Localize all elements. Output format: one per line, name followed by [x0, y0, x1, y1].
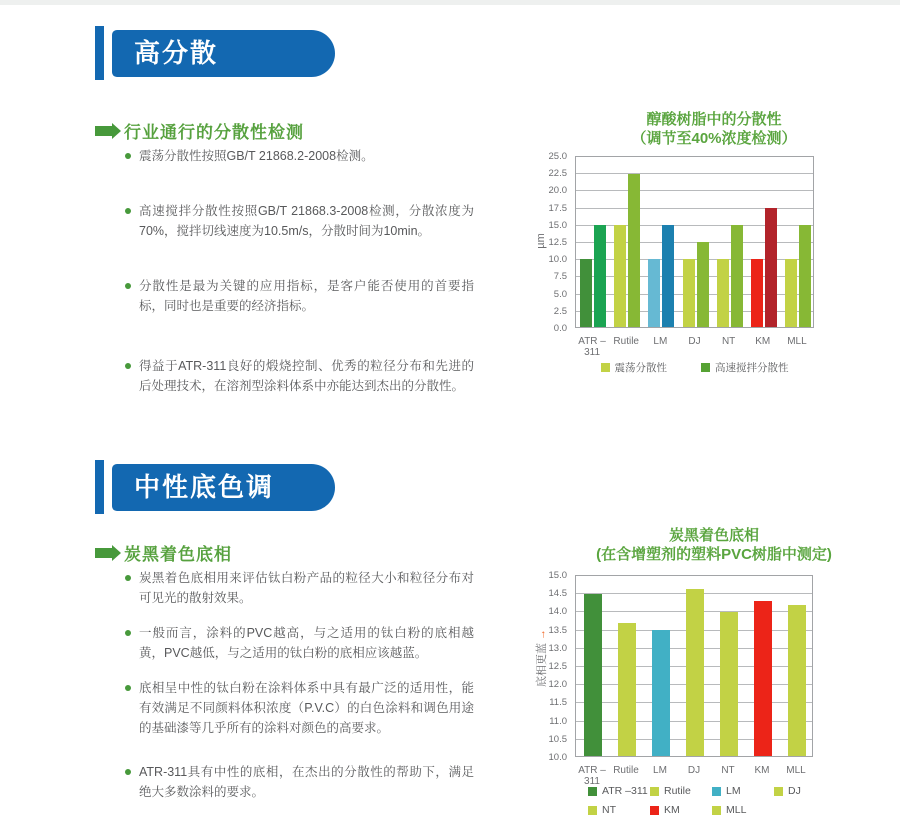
bar	[731, 225, 743, 327]
legend-item	[712, 804, 774, 816]
gridline	[576, 311, 813, 312]
chart-body	[535, 570, 865, 835]
y-axis-label: 底相更蓝 →	[536, 628, 548, 687]
x-tick-label: DJ	[688, 336, 701, 347]
chart-undertone	[535, 526, 865, 835]
section1-bullet-list	[124, 146, 474, 431]
legend-item	[601, 360, 668, 375]
legend-swatch	[701, 363, 710, 372]
y-tick-label: 7.5	[553, 271, 567, 283]
x-tick-label: Rutile	[613, 765, 639, 776]
bar	[720, 612, 738, 756]
y-tick-label: 25.0	[548, 151, 567, 162]
legend-item	[650, 804, 712, 816]
y-tick-label: 12.0	[548, 679, 567, 691]
bar	[580, 259, 592, 327]
legend-label: LM	[726, 785, 741, 797]
x-tick-label: NT	[721, 765, 735, 776]
legend-swatch	[588, 787, 597, 796]
gridline	[576, 173, 813, 174]
bar	[754, 601, 772, 756]
bar	[751, 259, 763, 327]
y-axis-label: µm	[535, 233, 547, 249]
legend-label: 高速搅拌分散性	[715, 362, 789, 374]
bar	[594, 225, 606, 327]
y-tick-label: 14.0	[548, 606, 567, 618]
x-tick-label: MLL	[786, 765, 806, 776]
chart-title: 醇酸树脂中的分散性	[646, 111, 782, 128]
bar	[683, 259, 695, 327]
section1-banner	[112, 30, 335, 77]
legend-swatch	[588, 806, 597, 815]
x-tick-label: KM	[755, 336, 771, 347]
legend-swatch	[712, 806, 721, 815]
plot-area	[575, 575, 813, 757]
x-tick-label: KM	[754, 765, 770, 776]
legend-item	[712, 785, 774, 797]
bar	[788, 605, 806, 756]
section2-bullet-list	[124, 568, 474, 817]
chart-subtitle: （调节至40%浓度检测）	[631, 130, 797, 147]
y-tick-label: 12.5	[548, 661, 567, 672]
bar	[662, 225, 674, 327]
bullet-item: 分散性是最为关键的应用指标，是客户能否使用的首要指标，同时也是重要的经济指标。	[124, 276, 474, 316]
chart-body	[535, 151, 865, 406]
bullet-item: 得益于ATR-311良好的煅烧控制、优秀的粒径分布和先进的后处理技术，在溶剂型涂料体系中亦能达到杰出的分散性。	[124, 356, 474, 396]
bar	[717, 259, 729, 327]
y-tick-label: 5.0	[553, 288, 567, 300]
legend-item	[588, 785, 650, 797]
chart-subtitle: (在含增塑剂的塑料PVC树脂中测定)	[596, 546, 832, 563]
y-tick-label: 13.0	[548, 642, 567, 654]
legend-swatch	[601, 363, 610, 372]
bar	[686, 589, 704, 756]
legend-swatch	[650, 806, 659, 815]
y-tick-label: 12.5	[548, 237, 567, 248]
section1-subhead-label: 行业通行的分散性检测	[124, 123, 304, 142]
section2-accent-bar	[95, 460, 104, 514]
bar	[618, 623, 636, 756]
gridline	[576, 242, 813, 243]
bar	[785, 259, 797, 327]
legend-label: Rutile	[664, 785, 691, 797]
bar	[628, 174, 640, 327]
x-tick-label: LM	[653, 765, 667, 776]
y-tick-label: 22.5	[548, 168, 567, 180]
chart-title: 炭黑着色底相	[668, 527, 759, 544]
bullet-item: ATR-311具有中性的底相，在杰出的分散性的帮助下，满足绝大多数涂料的要求。	[124, 762, 474, 802]
plot-area	[575, 156, 814, 328]
y-tick-label: 20.0	[548, 185, 567, 197]
bullet-item: 炭黑着色底相用来评估钛白粉产品的粒径大小和粒径分布对可见光的散射效果。	[124, 568, 474, 608]
bullet-item: 底相呈中性的钛白粉在涂料体系中具有最广泛的适用性，能有效满足不同颜料体积浓度（P.V.C）的白色涂料和调色用途的基础漆等几乎所有的涂料对颜色的高要求。	[124, 678, 474, 738]
bar	[584, 594, 602, 756]
section2-banner-title: 中性底色调	[134, 472, 275, 502]
legend-label: MLL	[726, 804, 747, 816]
legend-item	[650, 785, 712, 797]
legend-swatch	[712, 787, 721, 796]
x-tick-label: LM	[653, 336, 668, 347]
section2-subhead-label: 炭黑着色底相	[124, 545, 232, 564]
section1-subhead	[95, 118, 304, 143]
legend-label: 震荡分散性	[614, 362, 667, 374]
bar	[648, 259, 660, 327]
y-tick-label: 15.0	[548, 570, 567, 581]
y-tick-label: 11.0	[549, 715, 567, 727]
y-tick-label: 11.5	[549, 697, 567, 709]
gridline	[576, 225, 813, 226]
x-tick-label: DJ	[687, 765, 701, 776]
gridline	[576, 259, 813, 260]
bullet-item: 一般而言，涂料的PVC越高，与之适用的钛白粉的底相越黄，PVC越低，与之适用的钛白粉的底相应该越蓝。	[124, 623, 474, 663]
y-tick-label: 10.0	[548, 254, 567, 266]
y-tick-label: 0.0	[553, 323, 567, 334]
page-edge	[0, 0, 900, 5]
x-tick-label: ATR –311	[578, 765, 606, 787]
section2-banner	[112, 464, 335, 511]
gridline	[576, 208, 813, 209]
bullet-item: 高速搅拌分散性按照GB/T 21868.3-2008检测，分散浓度为70%，搅拌切线速度为10.5m/s，分散时间为10min。	[124, 201, 474, 241]
chart-dispersion	[535, 110, 865, 406]
legend-item	[774, 785, 836, 797]
legend-label: DJ	[788, 785, 801, 797]
legend-item	[588, 804, 650, 816]
legend-item	[701, 360, 789, 375]
legend-label: ATR –311	[602, 785, 648, 797]
y-tick-label: 10.0	[548, 752, 567, 763]
ylabel-arrow-icon: →	[536, 628, 548, 643]
y-tick-label: 14.5	[548, 588, 567, 600]
bar	[799, 225, 811, 327]
y-tick-label: 10.5	[548, 733, 567, 745]
bar	[614, 225, 626, 327]
chart-legend	[575, 360, 814, 375]
y-tick-label: 17.5	[548, 202, 567, 214]
y-tick-label: 2.5	[553, 305, 567, 317]
bar	[652, 630, 670, 756]
legend-swatch	[650, 787, 659, 796]
bar	[697, 242, 709, 327]
section2-subhead	[95, 540, 232, 565]
legend-label: NT	[602, 804, 616, 816]
gridline	[576, 276, 813, 277]
y-tick-label: 13.5	[548, 624, 567, 636]
y-tick-label: 15.0	[548, 219, 567, 231]
x-tick-label: MLL	[787, 336, 807, 347]
x-tick-label: NT	[721, 336, 736, 347]
legend-label: KM	[664, 804, 680, 816]
gridline	[576, 294, 813, 295]
section1-banner-title: 高分散	[134, 38, 219, 68]
gridline	[576, 190, 813, 191]
bar	[765, 208, 777, 327]
section1-accent-bar	[95, 26, 104, 80]
x-tick-label: ATR –311	[578, 336, 606, 358]
bullet-item: 震荡分散性按照GB/T 21868.2-2008检测。	[124, 146, 474, 166]
arrow-right-icon	[95, 548, 112, 558]
x-tick-label: Rutile	[613, 336, 639, 347]
arrow-right-icon	[95, 126, 112, 136]
legend-swatch	[774, 787, 783, 796]
chart-legend	[588, 785, 836, 816]
